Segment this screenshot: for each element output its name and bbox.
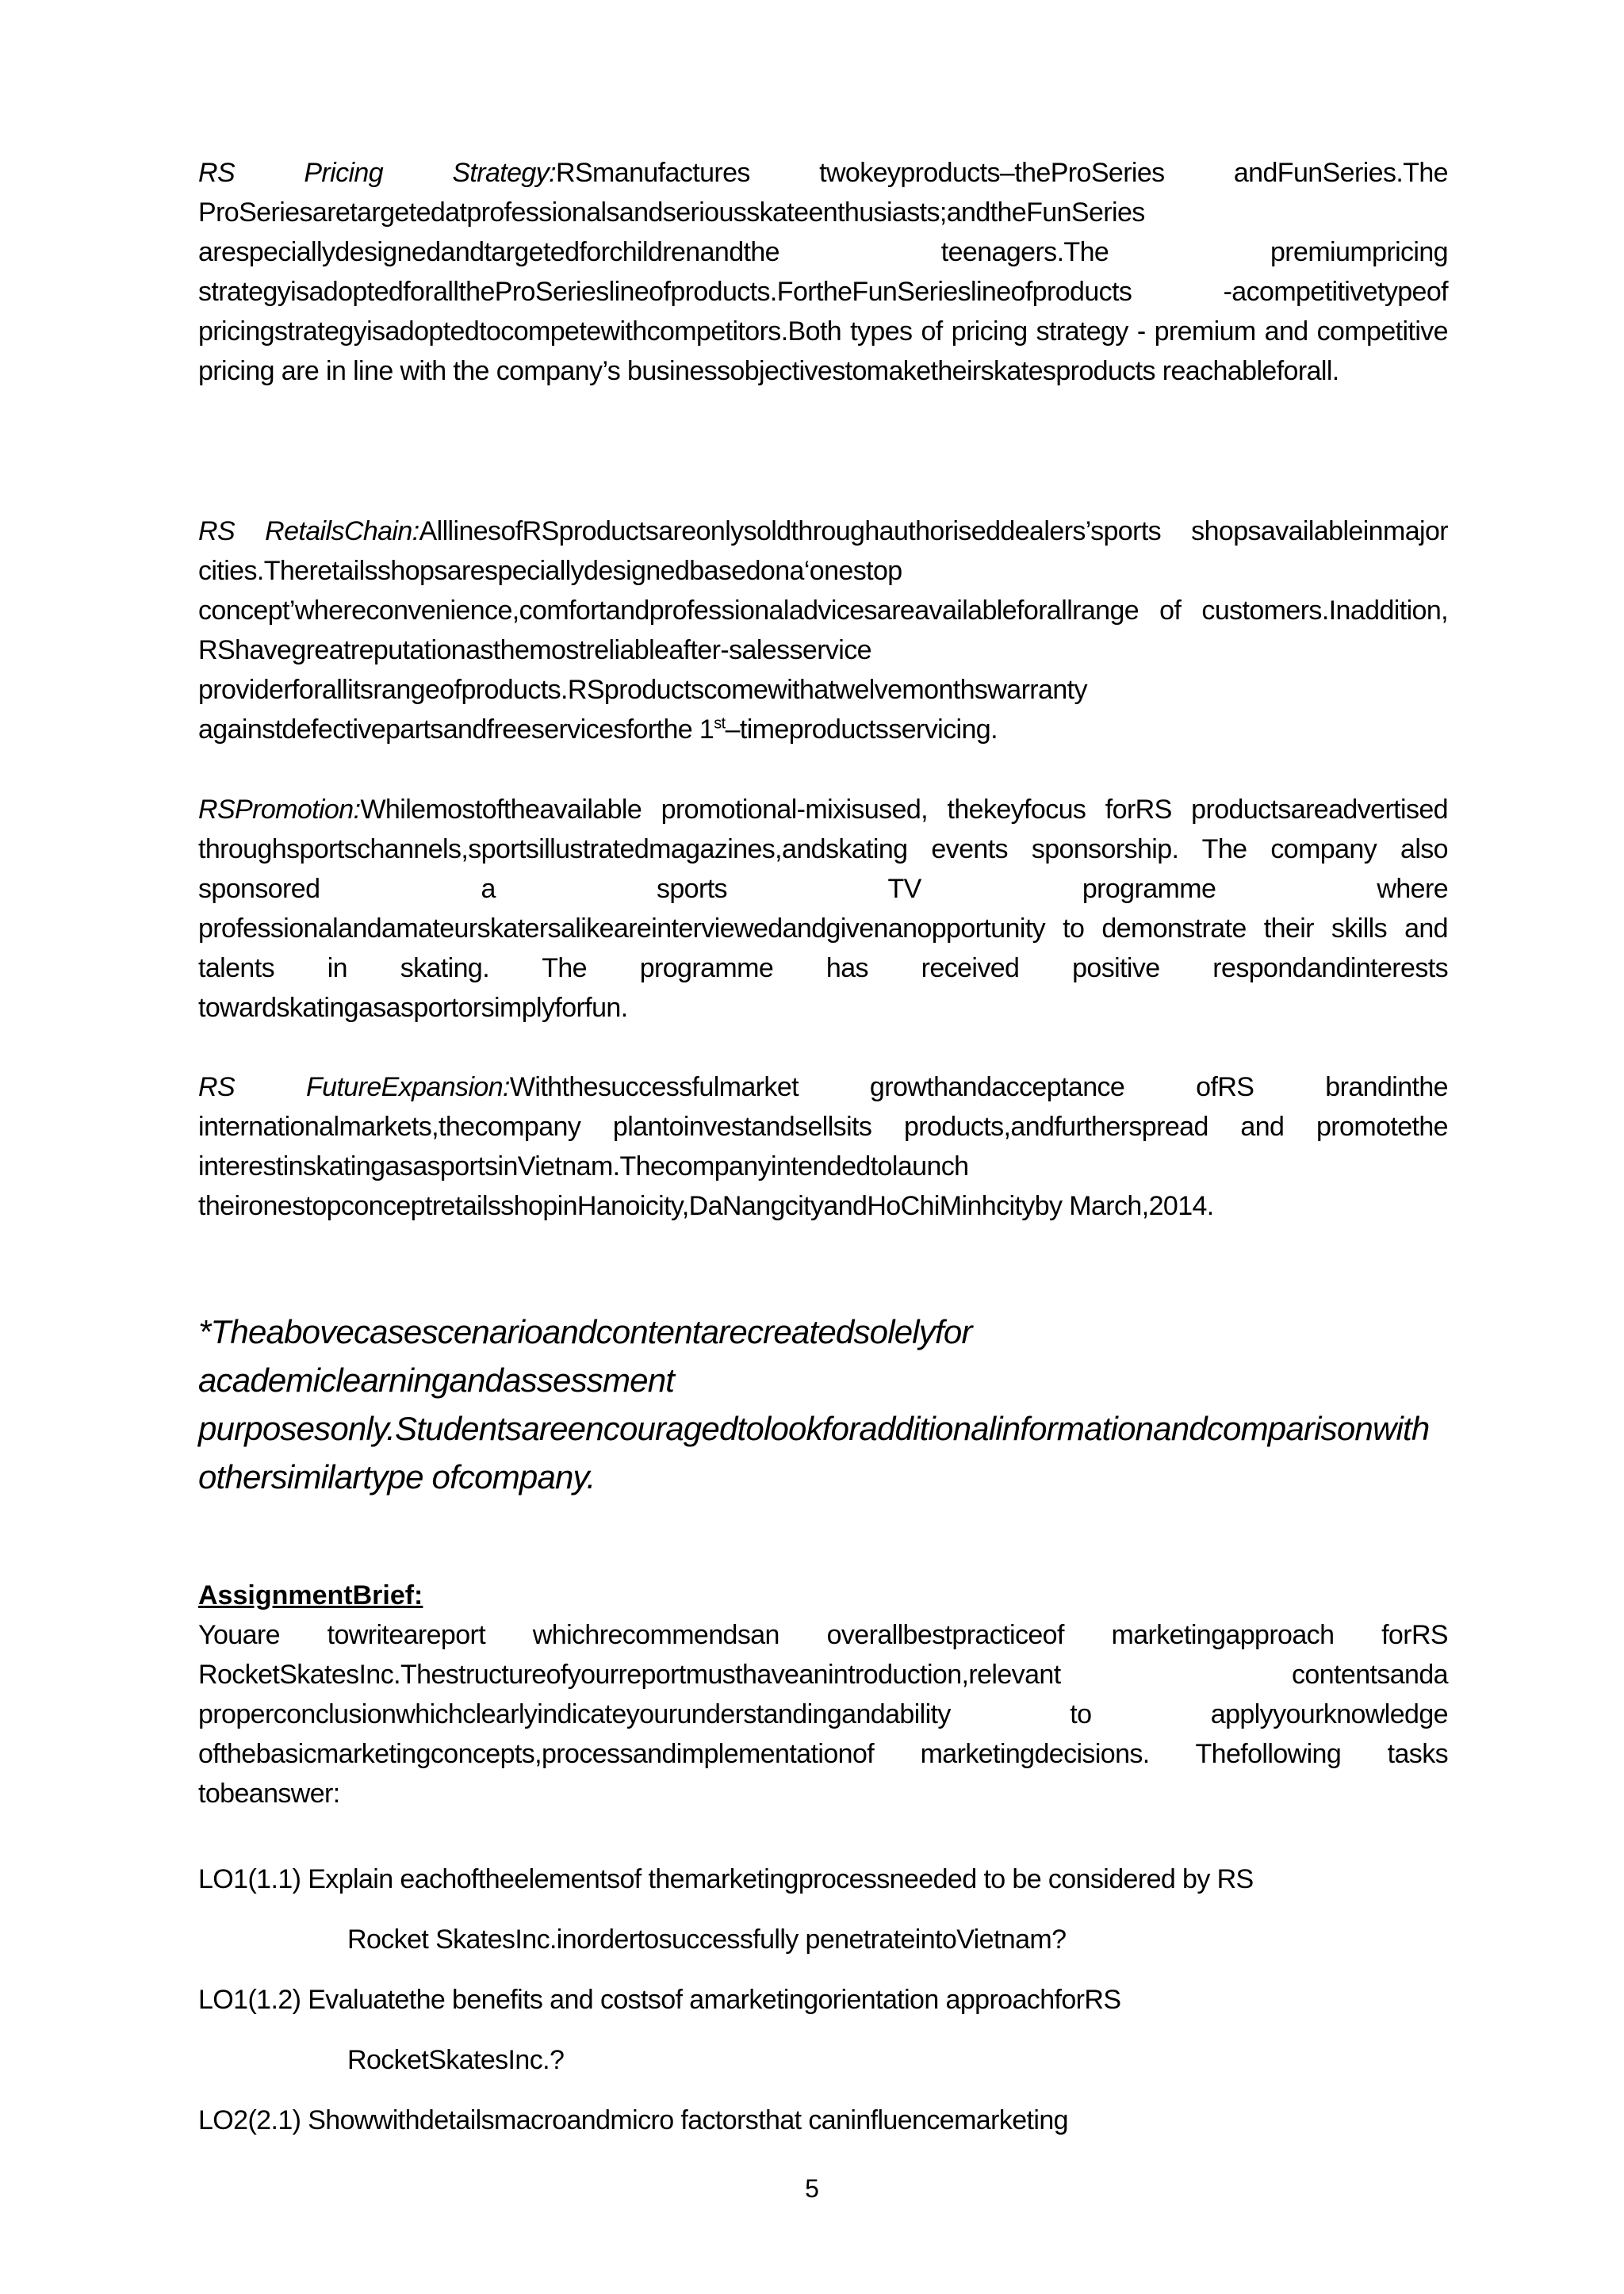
pricing-section bbox=[198, 153, 1448, 391]
promotion-text: Whilemostoftheavailable promotional-mixisused, thekeyfocus forRS productsareadvertised throughsportschannels,sportsillustratedmagazines,andskating events sponsorship. The company also sponsored a sports TV programme where professionalandamateurskatersalikeareinterviewedandgivenanopportunity to demonstrate their skills and talents in skating. The programme has received positive respondandinterests towardskatingasasportorsimplyforfun. bbox=[198, 795, 1448, 1023]
retail-paragraph bbox=[198, 511, 1448, 749]
expansion-section bbox=[198, 1067, 1448, 1226]
pricing-text: RSmanufactures twokeyproducts–theProSeries andFunSeries.The ProSeriesaretargetedatprofessionalsandseriousskateenthusiasts;andtheFunSeries arespeciallydesignedandtargetedforchildrenandthe teenagers.The premiumpricing strategyisadoptedforalltheProSerieslineofproducts.FortheFunSerieslineofproducts -acompetitivetypeof pricingstrategyisadoptedtocompetewithcompetitors.Both types of pricing strategy - premium and competitive pricing are in line with the company’s businessobjectivestomaketheirskatesproducts reachableforall. bbox=[198, 158, 1448, 386]
task-line: LO1(1.1) Explain eachoftheelementsof themarketingprocessneeded to be considered by RS bbox=[198, 1864, 1254, 1894]
promotion-paragraph bbox=[198, 790, 1448, 1028]
disclaimer-note: *Theabovecasescenarioandcontentarecreatedsolelyfor academiclearningandassessment purposesonly.Studentsareencouragedtolookforadditionalinformationandcomparisonwith othersimilartype ofcompany. bbox=[198, 1313, 1430, 1496]
task-item bbox=[198, 2101, 1448, 2140]
retail-text-end: –timeproductsservicing. bbox=[725, 714, 998, 745]
expansion-label: RS FutureExpansion: bbox=[198, 1072, 510, 1102]
task-line: LO1(1.2) Evaluatethe benefits and costsof amarketingorientation approachforRS bbox=[198, 1985, 1121, 2015]
pricing-label: RS Pricing Strategy: bbox=[198, 158, 556, 188]
assignment-brief-text: Youare towriteareport whichrecommendsan overallbestpracticeof marketingapproach forRS RocketSkatesInc.Thestructureofyourreportmusthaveanintroduction,relevant contentsanda properconclusionwhichclearlyindicateyourunderstandingandability to applyyourknowledge ofthebasicmarketingconcepts,processandimplementationof marketingdecisions. Thefollowing tasks tobeanswer: bbox=[198, 1620, 1448, 1809]
promotion-section bbox=[198, 790, 1448, 1028]
page-number: 5 bbox=[805, 2174, 819, 2203]
retail-superscript: st bbox=[714, 714, 726, 733]
task-item bbox=[198, 1859, 1448, 1959]
promotion-label: RSPromotion: bbox=[198, 795, 361, 825]
task-item bbox=[198, 1980, 1448, 2080]
retail-text: AlllinesofRSproductsareonlysoldthroughauthoriseddealers’sports shopsavailableinmajor cities.Theretailsshopsarespeciallydesignedbasedona‘onestop concept’whereconvenience,comfortandprofessionaladvicesareavailableforallrange of customers.Inaddition, RShavegreatreputationasthemostreliableafter-salesservice providerforallitsrangeofproducts.RSproductscomewithatwelvemonthswarranty againstdefectivepartsandfreeservicesforthe 1 bbox=[198, 516, 1448, 745]
pricing-paragraph bbox=[198, 153, 1448, 391]
retail-label: RS RetailsChain: bbox=[198, 516, 419, 546]
task-continuation: RocketSkatesInc.? bbox=[347, 2045, 565, 2075]
expansion-paragraph bbox=[198, 1067, 1448, 1226]
assignment-brief-heading: AssignmentBrief: bbox=[198, 1580, 423, 1610]
task-list bbox=[198, 1859, 1448, 2140]
expansion-text: Withthesuccessfulmarket growthandacceptance ofRS brandinthe internationalmarkets,thecompany plantoinvestandsellsits products,andfurtherspread and promotethe interestinskatingasasportsinVietnam.Thecompanyintendedtolaunch theironestopconceptretailsshopinHanoicity,DaNangcityandHoChiMinhcityby March,2014. bbox=[198, 1072, 1448, 1221]
task-line: LO2(2.1) Showwithdetailsmacroandmicro factorsthat caninfluencemarketing bbox=[198, 2105, 1068, 2135]
disclaimer-section bbox=[198, 1308, 1448, 1501]
assignment-brief-section bbox=[198, 1576, 1448, 1813]
task-continuation: Rocket SkatesInc.inordertosuccessfully penetrateintoVietnam? bbox=[347, 1924, 1067, 1955]
retail-section bbox=[198, 511, 1448, 749]
